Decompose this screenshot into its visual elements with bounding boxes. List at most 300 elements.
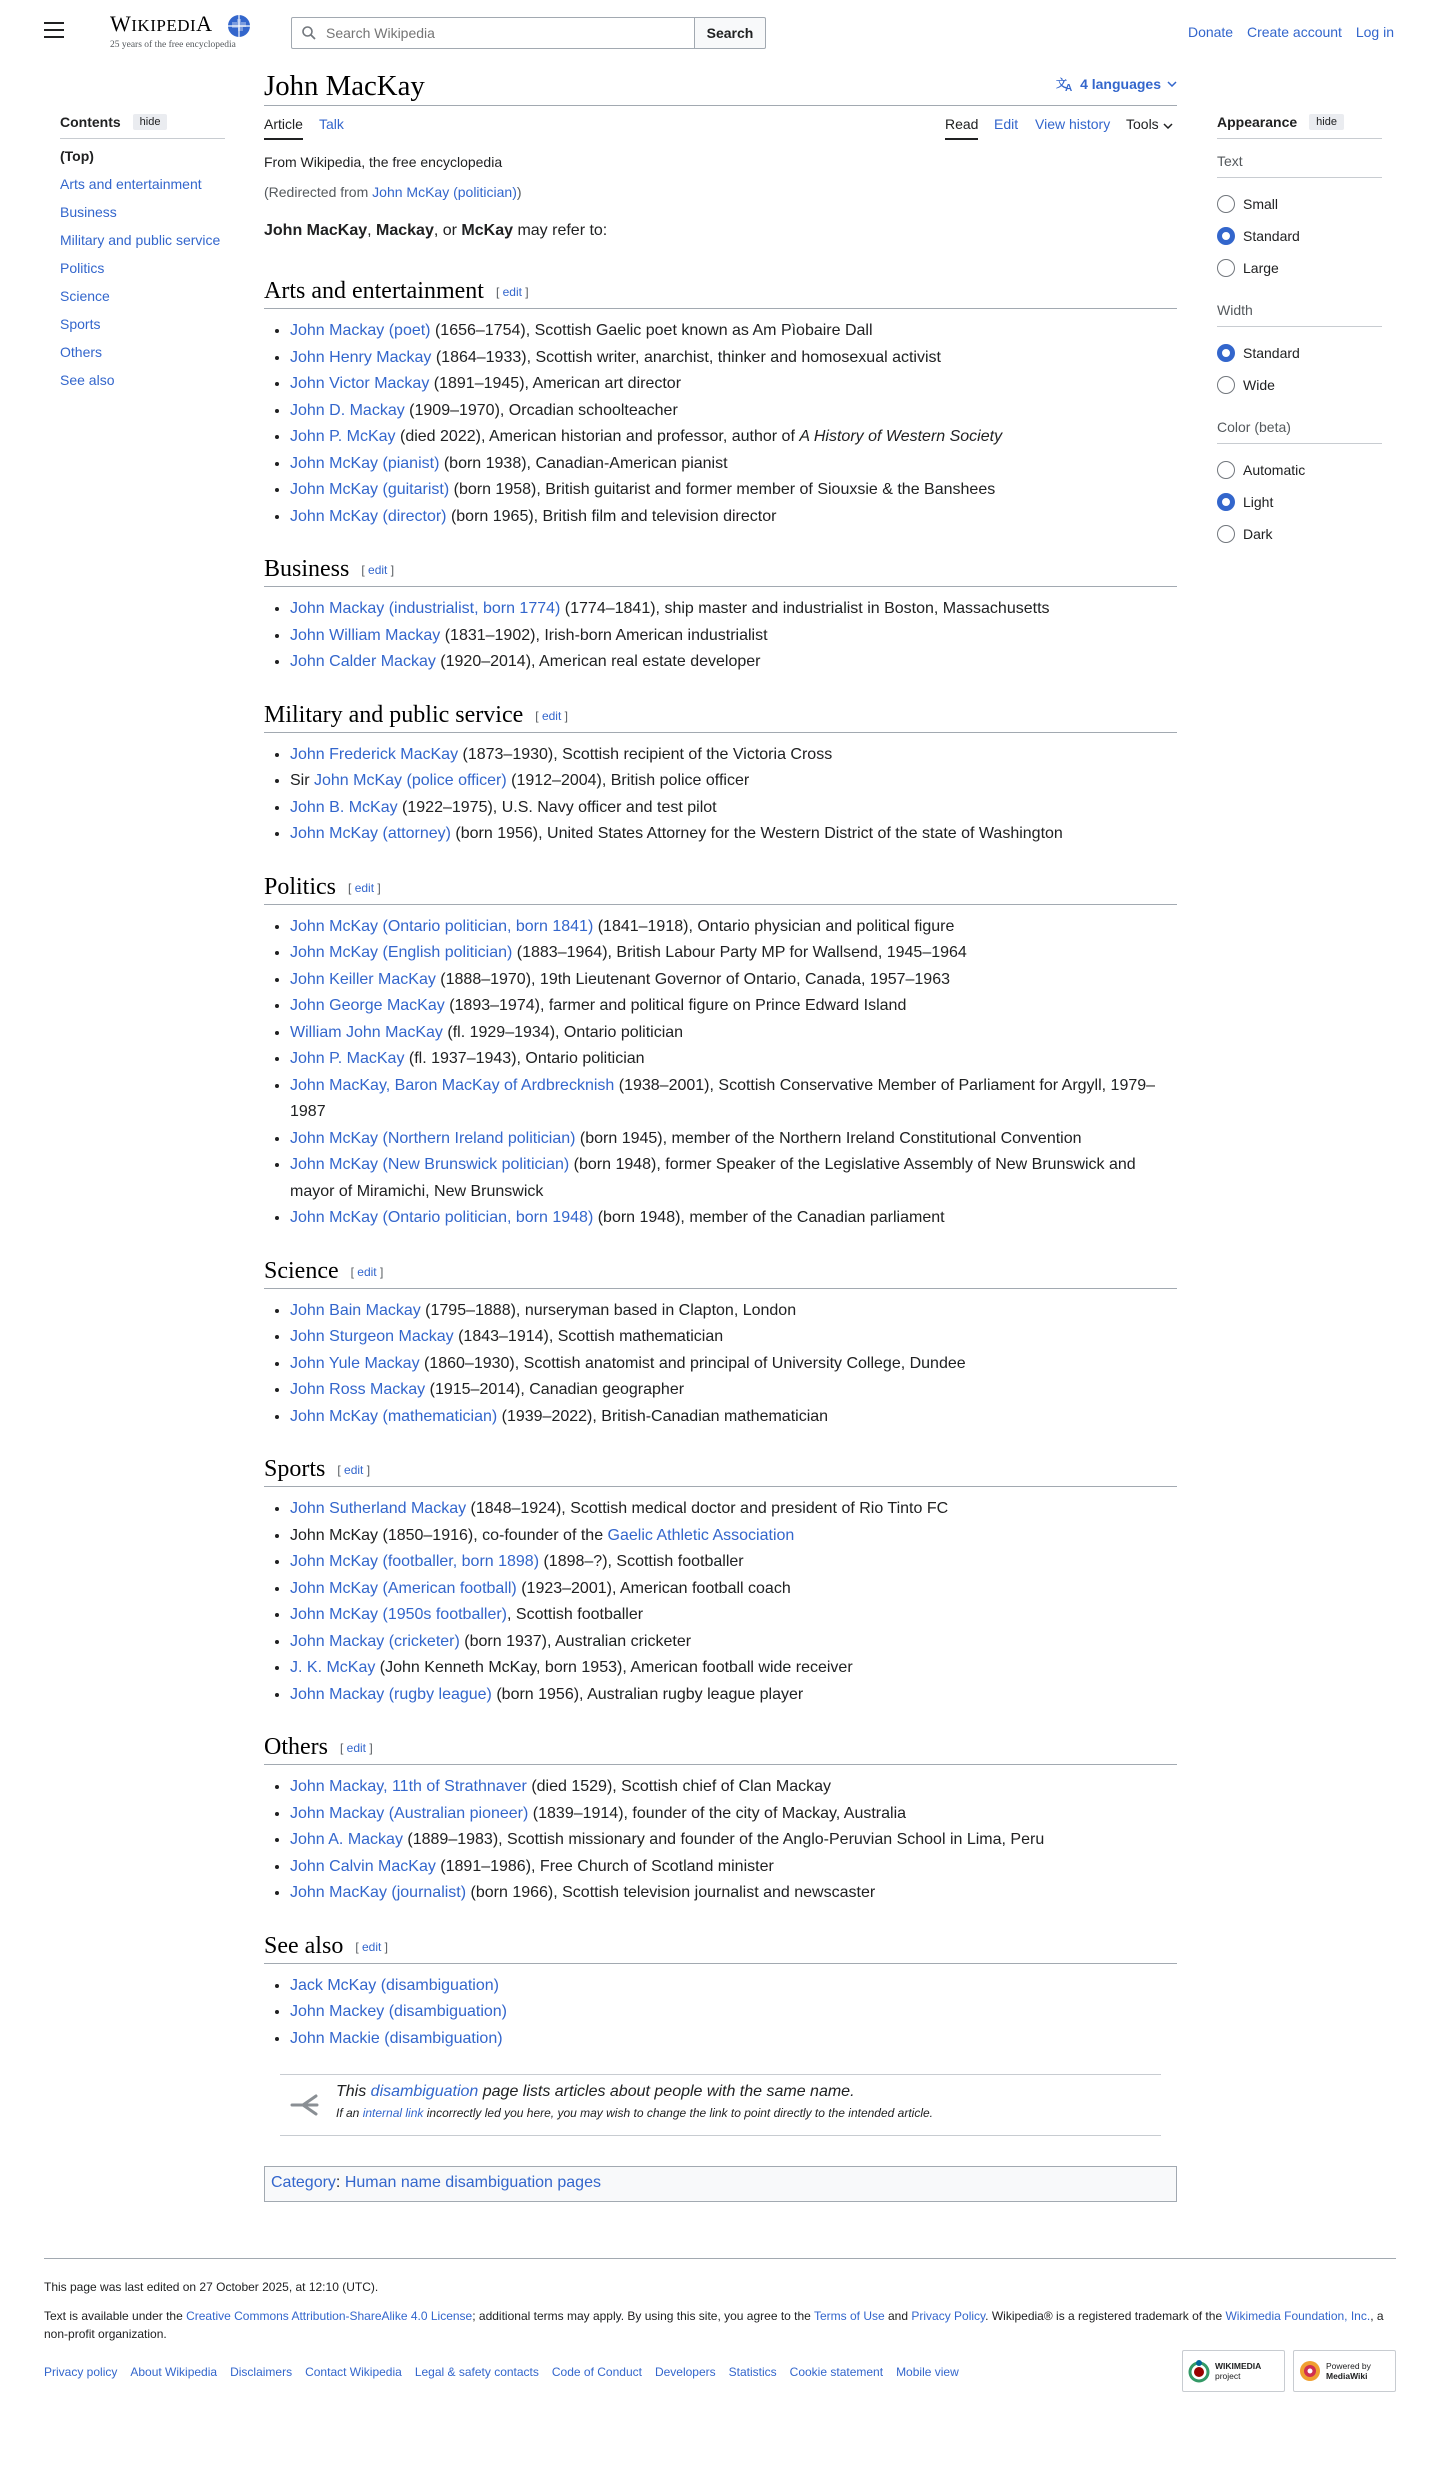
footer-link-disclaimers[interactable]: Disclaimers — [230, 2365, 293, 2379]
license-text — [44, 2307, 1396, 2343]
category-label-link[interactable]: Category — [271, 2174, 336, 2191]
list-item — [290, 1682, 1177, 1709]
list-item — [290, 1377, 1177, 1404]
appearance-hide-button[interactable]: hide — [1309, 114, 1344, 130]
appearance-option-dark[interactable] — [1217, 518, 1382, 550]
entry-prefix: John McKay (1850–1916), co-founder of the — [290, 1526, 608, 1544]
notice-text: This — [336, 2083, 371, 2100]
radio-label: Automatic — [1243, 462, 1306, 478]
entry-link[interactable]: John McKay (footballer, born 1898) — [290, 1553, 540, 1570]
intro-bold-3: McKay — [461, 222, 513, 239]
toc-item-politics[interactable]: Politics — [60, 260, 105, 276]
entry-link[interactable]: John Mackay (Australian pioneer) — [290, 1804, 529, 1822]
entry-text: (1888–1970), 19th Lieutenant Governor of Ontario, Canada, 1957–1963 — [435, 970, 950, 988]
footer-link-code-of-conduct[interactable]: Code of Conduct — [551, 2365, 642, 2379]
list-item — [290, 1523, 1177, 1550]
category-link[interactable]: Human name disambiguation pages — [344, 2174, 601, 2191]
entry-text: (born 1956), Australian rugby league player — [491, 1685, 804, 1703]
appearance-group-divider — [1217, 443, 1382, 444]
toc-divider — [60, 138, 225, 139]
list-item — [290, 1827, 1177, 1854]
section-edit-link: [ edit ] — [339, 1741, 373, 1755]
section-list-sports — [264, 1496, 1177, 1708]
list-item — [290, 914, 1177, 941]
privacy-link[interactable]: Privacy Policy — [911, 2309, 986, 2323]
section-edit-link: [ edit ] — [361, 563, 395, 577]
entry-link[interactable]: John Mackey (disambiguation) — [290, 2003, 507, 2020]
section-list-business — [264, 596, 1177, 676]
disambiguation-icon — [290, 2091, 320, 2119]
section-title: Business — [264, 556, 350, 582]
entry-text: (John Kenneth McKay, born 1953), American football wide receiver — [375, 1659, 853, 1676]
entry-text: (1939–2022), British-Canadian mathematician — [497, 1407, 829, 1425]
entry-link[interactable]: John Mackay (industrialist, born 1774) — [290, 600, 561, 617]
category-sep: : — [335, 2174, 345, 2191]
last-edited: This page was last edited on 27 October 2025, at 12:10 (UTC). — [44, 2280, 379, 2294]
entry-text: (fl. 1937–1943), Ontario politician — [404, 1050, 645, 1067]
entry-link[interactable]: Jack McKay (disambiguation) — [290, 1976, 499, 1994]
entry-text: (1795–1888), nurseryman based in Clapton, London — [420, 1301, 797, 1319]
entry-text: (1891–1945), American art director — [429, 375, 682, 392]
license-text-e: , a non-profit organization. — [44, 2309, 1384, 2341]
mediawiki-badge-line2: MediaWiki — [1326, 2371, 1368, 2381]
radio-label: Dark — [1243, 526, 1273, 542]
footer-link-developers[interactable]: Developers — [654, 2365, 716, 2379]
section-heading-business — [264, 550, 1177, 587]
entry-text: (1774–1841), ship master and industrialist in Boston, Massachusetts — [560, 600, 1050, 617]
language-button[interactable] — [1056, 76, 1177, 92]
tab-view-history[interactable]: View history — [1035, 116, 1111, 132]
entry-text: (1891–1986), Free Church of Scotland minister — [435, 1857, 774, 1875]
footer-link-mobile-view[interactable]: Mobile view — [896, 2365, 959, 2379]
entry-text: (1860–1930), Scottish anatomist and principal of University College, Dundee — [419, 1354, 966, 1372]
section-heading-others — [264, 1728, 1177, 1765]
license-text-c: and — [884, 2309, 912, 2323]
entry-link[interactable]: John Ross Mackay — [290, 1381, 426, 1398]
appearance-group-label: Color (beta) — [1217, 419, 1291, 435]
section-title: Military and public service — [264, 701, 524, 728]
list-item — [290, 504, 1177, 531]
entry-text: (born 1958), British guitarist and former member of Siouxsie & the Banshees — [449, 481, 996, 498]
entry-text: (1938–2001), Scottish Conservative Member of Parliament for Argyll, 1979–1987 — [290, 1076, 1156, 1120]
table-of-contents — [60, 114, 225, 400]
footer-badges — [1182, 2350, 1396, 2392]
notice-text: If an — [336, 2106, 363, 2120]
redirect-link[interactable]: John McKay (politician) — [372, 184, 517, 200]
entry-text: (1923–2001), American football coach — [516, 1579, 791, 1597]
entry-link[interactable]: John Victor Mackay — [290, 375, 430, 392]
footer-link-cookie-statement[interactable]: Cookie statement — [789, 2365, 884, 2379]
notice-line-2 — [336, 2106, 1153, 2120]
entry-link[interactable]: John MacKay (journalist) — [290, 1884, 467, 1901]
search-input[interactable] — [291, 17, 695, 49]
section-heading-science — [264, 1252, 1177, 1289]
user-links — [1178, 24, 1394, 40]
entry-link[interactable]: John McKay (police officer) — [314, 772, 507, 789]
entry-link[interactable]: John Sutherland Mackay — [290, 1500, 467, 1517]
entry-link[interactable]: John Mackay (rugby league) — [290, 1685, 492, 1703]
radio-label: Large — [1243, 260, 1279, 276]
entry-text: (born 1956), United States Attorney for the Western District of the state of Washington — [450, 825, 1063, 842]
entry-link[interactable]: John William Mackay — [290, 626, 441, 644]
entry-link[interactable]: John McKay (pianist) — [290, 454, 440, 472]
edit-link[interactable]: edit — [541, 708, 562, 723]
tagline: From Wikipedia, the free encyclopedia — [264, 154, 503, 170]
section-heading-military-and-public-service — [264, 696, 1177, 733]
toc-item-top[interactable]: (Top) — [60, 148, 94, 164]
entry-link[interactable]: William John MacKay — [290, 1023, 443, 1041]
appearance-option-standard[interactable] — [1217, 337, 1382, 369]
entry-text: (1864–1933), Scottish writer, anarchist, thinker and homosexual activist — [431, 348, 941, 366]
toc-item-sports[interactable]: Sports — [60, 316, 101, 332]
entry-link[interactable]: John Mackay (poet) — [290, 322, 431, 339]
puzzle-globe-icon — [226, 13, 252, 39]
list-item — [290, 649, 1177, 676]
entry-link[interactable]: John B. McKay — [290, 798, 398, 816]
radio-button[interactable] — [1217, 493, 1235, 511]
redirect-note — [264, 184, 522, 200]
license-text-b: ; additional terms may apply. By using this site, you agree to the — [472, 2309, 814, 2323]
intro-bold-1: John MacKay — [264, 222, 368, 239]
language-label: 4 languages — [1080, 76, 1161, 92]
list-item — [290, 1046, 1177, 1073]
list-item — [290, 1854, 1177, 1881]
search-form — [291, 17, 766, 49]
entry-link[interactable]: John Calvin MacKay — [290, 1857, 436, 1875]
radio-button[interactable] — [1217, 195, 1235, 213]
radio-label: Light — [1243, 494, 1274, 510]
tab-read[interactable]: Read — [945, 116, 978, 140]
logo-tagline: 25 years of the free encyclopedia — [110, 40, 236, 50]
entry-text: (born 1948), former Speaker of the Legislative Assembly of New Brunswick and mayor of Miramichi, New Brunswick — [290, 1156, 1136, 1200]
wikimedia-logo-icon — [1187, 2359, 1211, 2383]
list-item — [290, 1629, 1177, 1656]
radio-label: Small — [1243, 196, 1279, 212]
toc-item-others[interactable]: Others — [60, 344, 103, 360]
appearance-option-large[interactable] — [1217, 252, 1382, 284]
entry-link[interactable]: John McKay (Ontario politician, born 1948) — [290, 1209, 594, 1226]
toc-list — [60, 148, 225, 400]
radio-label: Standard — [1243, 228, 1300, 244]
entry-text: (1873–1930), Scottish recipient of the Victoria Cross — [458, 745, 833, 763]
appearance-panel — [1217, 114, 1382, 550]
chevron-down-icon — [1163, 123, 1173, 129]
entry-link[interactable]: John McKay (New Brunswick politician) — [290, 1156, 570, 1173]
list-item — [290, 967, 1177, 994]
entry-link[interactable]: John McKay (Northern Ireland politician) — [290, 1129, 576, 1147]
list-item — [290, 795, 1177, 822]
appearance-group-divider — [1217, 326, 1382, 327]
section-list-science — [264, 1298, 1177, 1431]
intro-paragraph — [264, 222, 607, 240]
entry-link[interactable]: John McKay (English politician) — [290, 944, 513, 961]
radio-label: Wide — [1243, 377, 1275, 393]
list-item — [290, 371, 1177, 398]
list-item — [290, 1774, 1177, 1801]
entry-text: (1893–1974), farmer and political figure on Prince Edward Island — [444, 997, 907, 1014]
entry-text: (1912–2004), British police officer — [506, 772, 750, 789]
list-item — [290, 1152, 1177, 1205]
entry-italic: A History of Western Society — [799, 428, 1003, 445]
license-text-d: . Wikipedia® is a registered trademark of the — [985, 2309, 1226, 2323]
section-list-arts-and-entertainment — [264, 318, 1177, 530]
disambiguation-notice — [280, 2074, 1161, 2136]
entry-link[interactable]: John Frederick MacKay — [290, 745, 459, 763]
entry-link[interactable]: John Sturgeon Mackay — [290, 1328, 454, 1345]
radio-button[interactable] — [1217, 525, 1235, 543]
entry-link[interactable]: John Bain Mackay — [290, 1301, 421, 1319]
list-item — [290, 1602, 1177, 1629]
radio-button[interactable] — [1217, 344, 1235, 362]
toc-item-science[interactable]: Science — [60, 288, 110, 304]
section-edit-link: [ edit ] — [348, 880, 381, 895]
edit-link[interactable]: edit — [344, 1463, 364, 1477]
toc-item-military[interactable]: Military and public service — [60, 232, 221, 248]
entry-link[interactable]: John McKay (American football) — [290, 1579, 517, 1597]
list-item — [290, 477, 1177, 504]
entry-text: (1915–2014), Canadian geographer — [425, 1381, 685, 1398]
disambiguation-link[interactable]: disambiguation — [370, 2083, 479, 2100]
entry-link[interactable]: John George MacKay — [290, 997, 445, 1014]
login-link[interactable]: Log in — [1355, 24, 1394, 40]
list-item — [290, 318, 1177, 345]
mediawiki-badge[interactable] — [1293, 2350, 1396, 2392]
tab-article[interactable]: Article — [264, 116, 303, 140]
entry-text: (1839–1914), founder of the city of Mackay, Australia — [528, 1804, 907, 1822]
section-edit-link: [ edit ] — [337, 1463, 371, 1477]
internal-link[interactable]: internal link — [362, 2106, 424, 2120]
intro-text-3: may refer to: — [513, 222, 608, 239]
radio-label: Standard — [1243, 345, 1300, 361]
entry-text: (1898–?), Scottish footballer — [539, 1553, 744, 1570]
appearance-divider — [1217, 138, 1382, 139]
section-list-see-also — [264, 1973, 1177, 2053]
list-item — [290, 596, 1177, 623]
section-heading-arts-and-entertainment — [264, 272, 1177, 309]
list-item — [290, 1020, 1177, 1047]
list-item — [290, 768, 1177, 795]
notice-text: page lists articles about people with the same name. — [478, 2083, 855, 2100]
section-title: Arts and entertainment — [264, 278, 484, 304]
entry-link[interactable]: John McKay (mathematician) — [290, 1407, 498, 1425]
footer — [44, 2258, 1396, 2379]
entry-prefix: Sir — [290, 772, 314, 789]
tools-label: Tools — [1126, 116, 1159, 132]
toc-title: Contents — [60, 114, 121, 130]
footer-link-statistics[interactable]: Statistics — [728, 2365, 777, 2379]
appearance-option-light[interactable] — [1217, 486, 1382, 518]
mediawiki-logo-icon — [1298, 2359, 1322, 2383]
entry-link[interactable]: John MacKay, Baron MacKay of Ardbrecknish — [290, 1076, 615, 1094]
intro-text-1: , — [367, 222, 377, 239]
entry-link[interactable]: John Mackie (disambiguation) — [290, 2029, 503, 2047]
radio-button[interactable] — [1217, 376, 1235, 394]
toc-hide-button[interactable]: hide — [133, 114, 168, 130]
section-title: Others — [264, 1734, 328, 1760]
list-item — [290, 1801, 1177, 1828]
logo-wordmark: WIKIPEDIA — [110, 11, 213, 36]
entry-text: (1889–1983), Scottish missionary and founder of the Anglo-Peruvian School in Lima, Peru — [402, 1831, 1045, 1848]
wikimedia-badge-sub: project — [1215, 2371, 1241, 2381]
radio-button[interactable] — [1217, 259, 1235, 277]
entry-text: (born 1966), Scottish television journalist and newscaster — [466, 1884, 876, 1901]
notice-line-1 — [336, 2083, 1153, 2101]
entry-text: (1841–1918), Ontario physician and political figure — [593, 917, 955, 935]
list-item — [290, 623, 1177, 650]
section-title: Science — [264, 1257, 339, 1284]
appearance-group-label: Text — [1217, 153, 1243, 169]
toc-item-business[interactable]: Business — [60, 204, 117, 220]
notice-text: incorrectly led you here, you may wish to change the link to point directly to the intended article. — [423, 2106, 933, 2120]
entry-text: (1909–1970), Orcadian schoolteacher — [404, 401, 678, 419]
section-list-military-and-public-service — [264, 742, 1177, 848]
entry-text: (1831–1902), Irish-born American industrialist — [440, 626, 768, 644]
list-item — [290, 1549, 1177, 1576]
intro-text-2: , or — [433, 222, 462, 239]
appearance-option-wide[interactable] — [1217, 369, 1382, 401]
main-content — [264, 64, 1177, 2191]
list-item — [290, 993, 1177, 1020]
tools-menu[interactable] — [1126, 116, 1173, 138]
tab-talk[interactable]: Talk — [319, 116, 344, 132]
list-item — [290, 345, 1177, 372]
section-title: Sports — [264, 1456, 326, 1482]
appearance-option-automatic[interactable] — [1217, 454, 1382, 486]
license-text-a: Text is available under the — [44, 2309, 187, 2323]
svg-text:文: 文 — [1056, 78, 1068, 90]
entry-link[interactable]: John McKay (Ontario politician, born 1841) — [290, 917, 594, 935]
entry-link[interactable]: John A. Mackay — [290, 1831, 403, 1848]
list-item — [290, 2026, 1177, 2053]
entry-text: (1883–1964), British Labour Party MP for Wallsend, 1945–1964 — [512, 944, 967, 961]
edit-link[interactable]: edit — [357, 1264, 377, 1279]
create-account-link[interactable]: Create account — [1247, 24, 1342, 40]
menu-icon[interactable] — [44, 22, 64, 40]
site-header — [0, 0, 1440, 64]
redirect-suffix: ) — [516, 184, 522, 200]
appearance-option-standard[interactable] — [1217, 220, 1382, 252]
entry-link[interactable]: John Yule Mackay — [290, 1354, 420, 1372]
wikimedia-badge[interactable] — [1182, 2350, 1285, 2392]
list-item — [290, 451, 1177, 478]
entry-link[interactable]: John McKay (guitarist) — [290, 481, 450, 498]
entry-text: (1922–1975), U.S. Navy officer and test pilot — [397, 798, 717, 816]
list-item — [290, 821, 1177, 848]
wikipedia-logo[interactable] — [110, 11, 255, 55]
edit-link[interactable]: edit — [368, 563, 388, 577]
entry-text: (born 1965), British film and television director — [446, 507, 777, 525]
edit-link[interactable]: edit — [346, 1741, 367, 1755]
radio-button[interactable] — [1217, 461, 1235, 479]
entry-text: (1920–2014), American real estate developer — [435, 653, 761, 670]
edit-link[interactable]: edit — [354, 880, 375, 895]
list-item — [290, 940, 1177, 967]
translate-icon — [1056, 76, 1074, 92]
entry-link[interactable]: John Henry Mackay — [290, 348, 432, 366]
list-item — [290, 742, 1177, 769]
section-heading-sports — [264, 1450, 1177, 1487]
search-button[interactable]: Search — [694, 17, 766, 49]
entry-text: (died 2022), American historian and professor, author of — [395, 428, 800, 445]
section-title: Politics — [264, 873, 337, 900]
list-item — [290, 1999, 1177, 2026]
appearance-group-label: Width — [1217, 302, 1253, 318]
entry-link[interactable]: John P. McKay — [290, 428, 396, 445]
section-list-others — [264, 1774, 1177, 1907]
entry-text: (1656–1754), Scottish Gaelic poet known as Am Pìobaire Dall — [430, 322, 873, 339]
footer-link-legal-safety-contacts[interactable]: Legal & safety contacts — [414, 2365, 539, 2379]
page-title: John MacKay — [264, 70, 425, 102]
entry-link[interactable]: John McKay (attorney) — [290, 825, 451, 842]
footer-link-contact-wikipedia[interactable]: Contact Wikipedia — [305, 2365, 402, 2379]
entry-text: (1843–1914), Scottish mathematician — [453, 1328, 724, 1345]
entry-text: (born 1945), member of the Northern Ireland Constitutional Convention — [575, 1129, 1082, 1147]
wmf-link[interactable]: Wikimedia Foundation, Inc. — [1225, 2309, 1371, 2323]
page-tabs — [264, 106, 1177, 142]
svg-text:A: A — [1065, 83, 1073, 92]
list-item — [290, 1298, 1177, 1325]
radio-button[interactable] — [1217, 227, 1235, 245]
entry-link[interactable]: John D. Mackay — [290, 401, 405, 419]
tab-edit[interactable]: Edit — [994, 116, 1019, 132]
entry-link[interactable]: John P. MacKay — [290, 1050, 405, 1067]
chevron-down-icon — [1167, 81, 1177, 87]
search-icon — [302, 26, 316, 40]
section-edit-link: [ edit ] — [535, 708, 568, 723]
entry-text: (fl. 1929–1934), Ontario politician — [442, 1023, 684, 1041]
edit-link[interactable]: edit — [502, 285, 522, 299]
entry-link[interactable]: John McKay (1950s footballer) — [290, 1606, 507, 1623]
list-item — [290, 1205, 1177, 1232]
toc-item-arts[interactable]: Arts and entertainment — [60, 176, 202, 192]
entry-text: (born 1937), Australian cricketer — [459, 1632, 692, 1650]
redirect-prefix: (Redirected from — [264, 184, 373, 200]
appearance-title: Appearance — [1217, 114, 1298, 130]
edit-link[interactable]: edit — [361, 1939, 382, 1954]
section-heading-politics — [264, 868, 1177, 905]
entry-link[interactable]: J. K. McKay — [290, 1659, 376, 1676]
entry-link[interactable]: John Mackay (cricketer) — [290, 1632, 460, 1650]
section-title: See also — [264, 1932, 344, 1959]
list-item — [290, 424, 1177, 451]
entry-text: , Scottish footballer — [507, 1606, 644, 1623]
category-box — [264, 2166, 1177, 2202]
section-edit-link: [ edit ] — [355, 1939, 389, 1954]
entry-text: (1848–1924), Scottish medical doctor and president of Rio Tinto FC — [466, 1500, 949, 1517]
list-item — [290, 1404, 1177, 1431]
terms-link[interactable]: Terms of Use — [813, 2309, 885, 2323]
cc-license-link[interactable]: Creative Commons Attribution-ShareAlike 4.0 License — [186, 2309, 473, 2323]
wikimedia-badge-text: WIKIMEDIA — [1215, 2361, 1262, 2371]
intro-bold-2: Mackay — [376, 222, 434, 239]
entry-text: (died 1529), Scottish chief of Clan Mackay — [526, 1778, 832, 1795]
entry-text: (born 1948), member of the Canadian parliament — [593, 1209, 945, 1226]
entry-link[interactable]: John Keiller MacKay — [290, 970, 436, 988]
section-edit-link: [ edit ] — [350, 1264, 384, 1279]
entry-link[interactable]: John McKay (director) — [290, 507, 447, 525]
footer-link-privacy-policy[interactable]: Privacy policy — [44, 2365, 118, 2379]
section-heading-see-also — [264, 1927, 1177, 1964]
entry-link[interactable]: John Calder Mackay — [290, 653, 436, 670]
entry-link[interactable]: Gaelic Athletic Association — [607, 1526, 795, 1544]
list-item — [290, 1576, 1177, 1603]
appearance-option-small[interactable] — [1217, 188, 1382, 220]
footer-link-about-wikipedia[interactable]: About Wikipedia — [130, 2365, 218, 2379]
entry-link[interactable]: John Mackay, 11th of Strathnaver — [290, 1778, 527, 1795]
list-item — [290, 1324, 1177, 1351]
donate-link[interactable]: Donate — [1187, 24, 1234, 40]
toc-item-see-also[interactable]: See also — [60, 372, 115, 388]
